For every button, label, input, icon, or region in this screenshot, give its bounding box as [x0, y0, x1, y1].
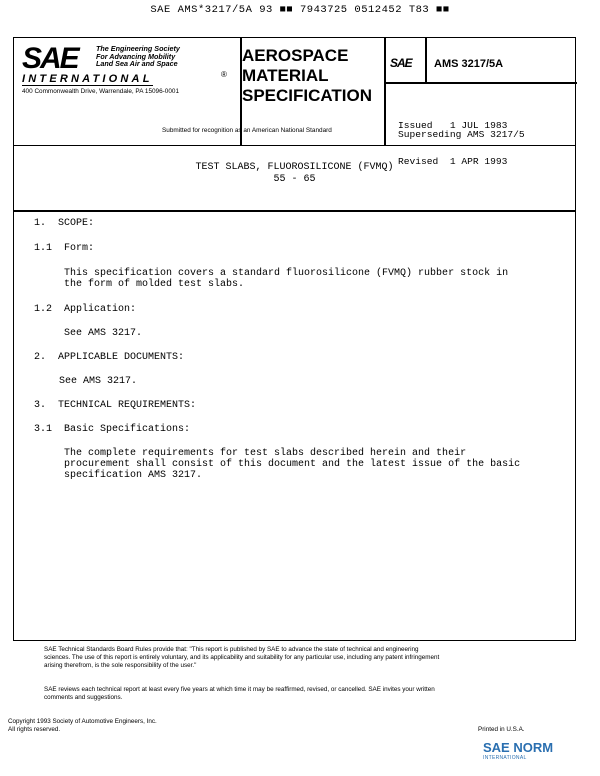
sae-tagline: The Engineering Society For Advancing Mobility Land Sea Air and Space [96, 44, 180, 69]
review-line-2: comments and suggestions. [44, 694, 123, 701]
international-wordmark: INTERNATIONAL [22, 73, 153, 85]
section-form: 1.1 Form: [34, 243, 95, 254]
spec-type-title: AEROSPACE MATERIAL SPECIFICATION [242, 46, 373, 105]
ams-number: AMS 3217/5A [434, 58, 504, 70]
rules-line-3: arising therefrom, is the sole responsibility of the user." [44, 662, 197, 669]
sae-address: 400 Commonwealth Drive, Warrendale, PA 15096-0001 [22, 88, 180, 95]
issued-label: Issued [398, 120, 433, 131]
revised-date: 1 APR 1993 [449, 156, 508, 167]
document-code-line: SAE AMS*3217/5A 93 ■■ 7943725 0512452 T83 ■■ [150, 4, 450, 16]
form-text-2: the form of molded test slabs. [64, 279, 245, 290]
section-technical-requirements: 3. TECHNICAL REQUIREMENTS: [34, 400, 197, 411]
document-title: TEST SLABS, FLUOROSILICONE (FVMQ) 55 - 65 [195, 162, 394, 185]
applicable-documents-text: See AMS 3217. [59, 376, 138, 387]
rules-line-1: SAE Technical Standards Board Rules provide that: "This report is published by SAE to advance the state of technical and engineering [44, 646, 419, 653]
superseding-note: Superseding AMS 3217/5 [398, 129, 525, 140]
basic-spec-text-2: procurement shall consist of this document and the latest issue of the basic [64, 459, 521, 470]
rules-line-2: sciences. The use of this report is entirely voluntary, and its applicability and suitability for any particular use, including any patent infringement [44, 654, 440, 661]
submitted-note: Submitted for recognition as an American National Standard [162, 127, 332, 134]
spec-frame [13, 37, 576, 641]
review-line-1: SAE reviews each technical report at least every five years at which time it may be reaffirmed, revised, or cancelled. SAE invites your written [44, 686, 435, 693]
basic-spec-text-3: specification AMS 3217. [64, 470, 203, 481]
form-text-1: This specification covers a standard fluorosilicone (FVMQ) rubber stock in [64, 268, 509, 279]
issued-date: 1 JUL 1983 [449, 120, 508, 131]
copyright-line-2: All rights reserved. [8, 726, 61, 733]
basic-spec-text-1: The complete requirements for test slabs described herein and their [64, 448, 467, 459]
section-scope: 1. SCOPE: [34, 218, 95, 229]
spec-header [14, 38, 575, 167]
application-text: See AMS 3217. [64, 328, 143, 339]
sae-norm-watermark: SAE NORM INTERNATIONAL [483, 740, 554, 761]
sae-small-logo: SAE [390, 56, 412, 70]
section-basic-specifications: 3.1 Basic Specifications: [34, 424, 191, 435]
registered-mark: ® [221, 70, 227, 79]
section-applicable-documents: 2. APPLICABLE DOCUMENTS: [34, 352, 185, 363]
sae-logo: SAE [22, 42, 78, 75]
section-application: 1.2 Application: [34, 304, 137, 315]
copyright-line-1: Copyright 1993 Society of Automotive Engineers, Inc. [8, 718, 157, 725]
printed-in: Printed in U.S.A. [478, 726, 525, 733]
revised-label: Revised [398, 156, 439, 167]
